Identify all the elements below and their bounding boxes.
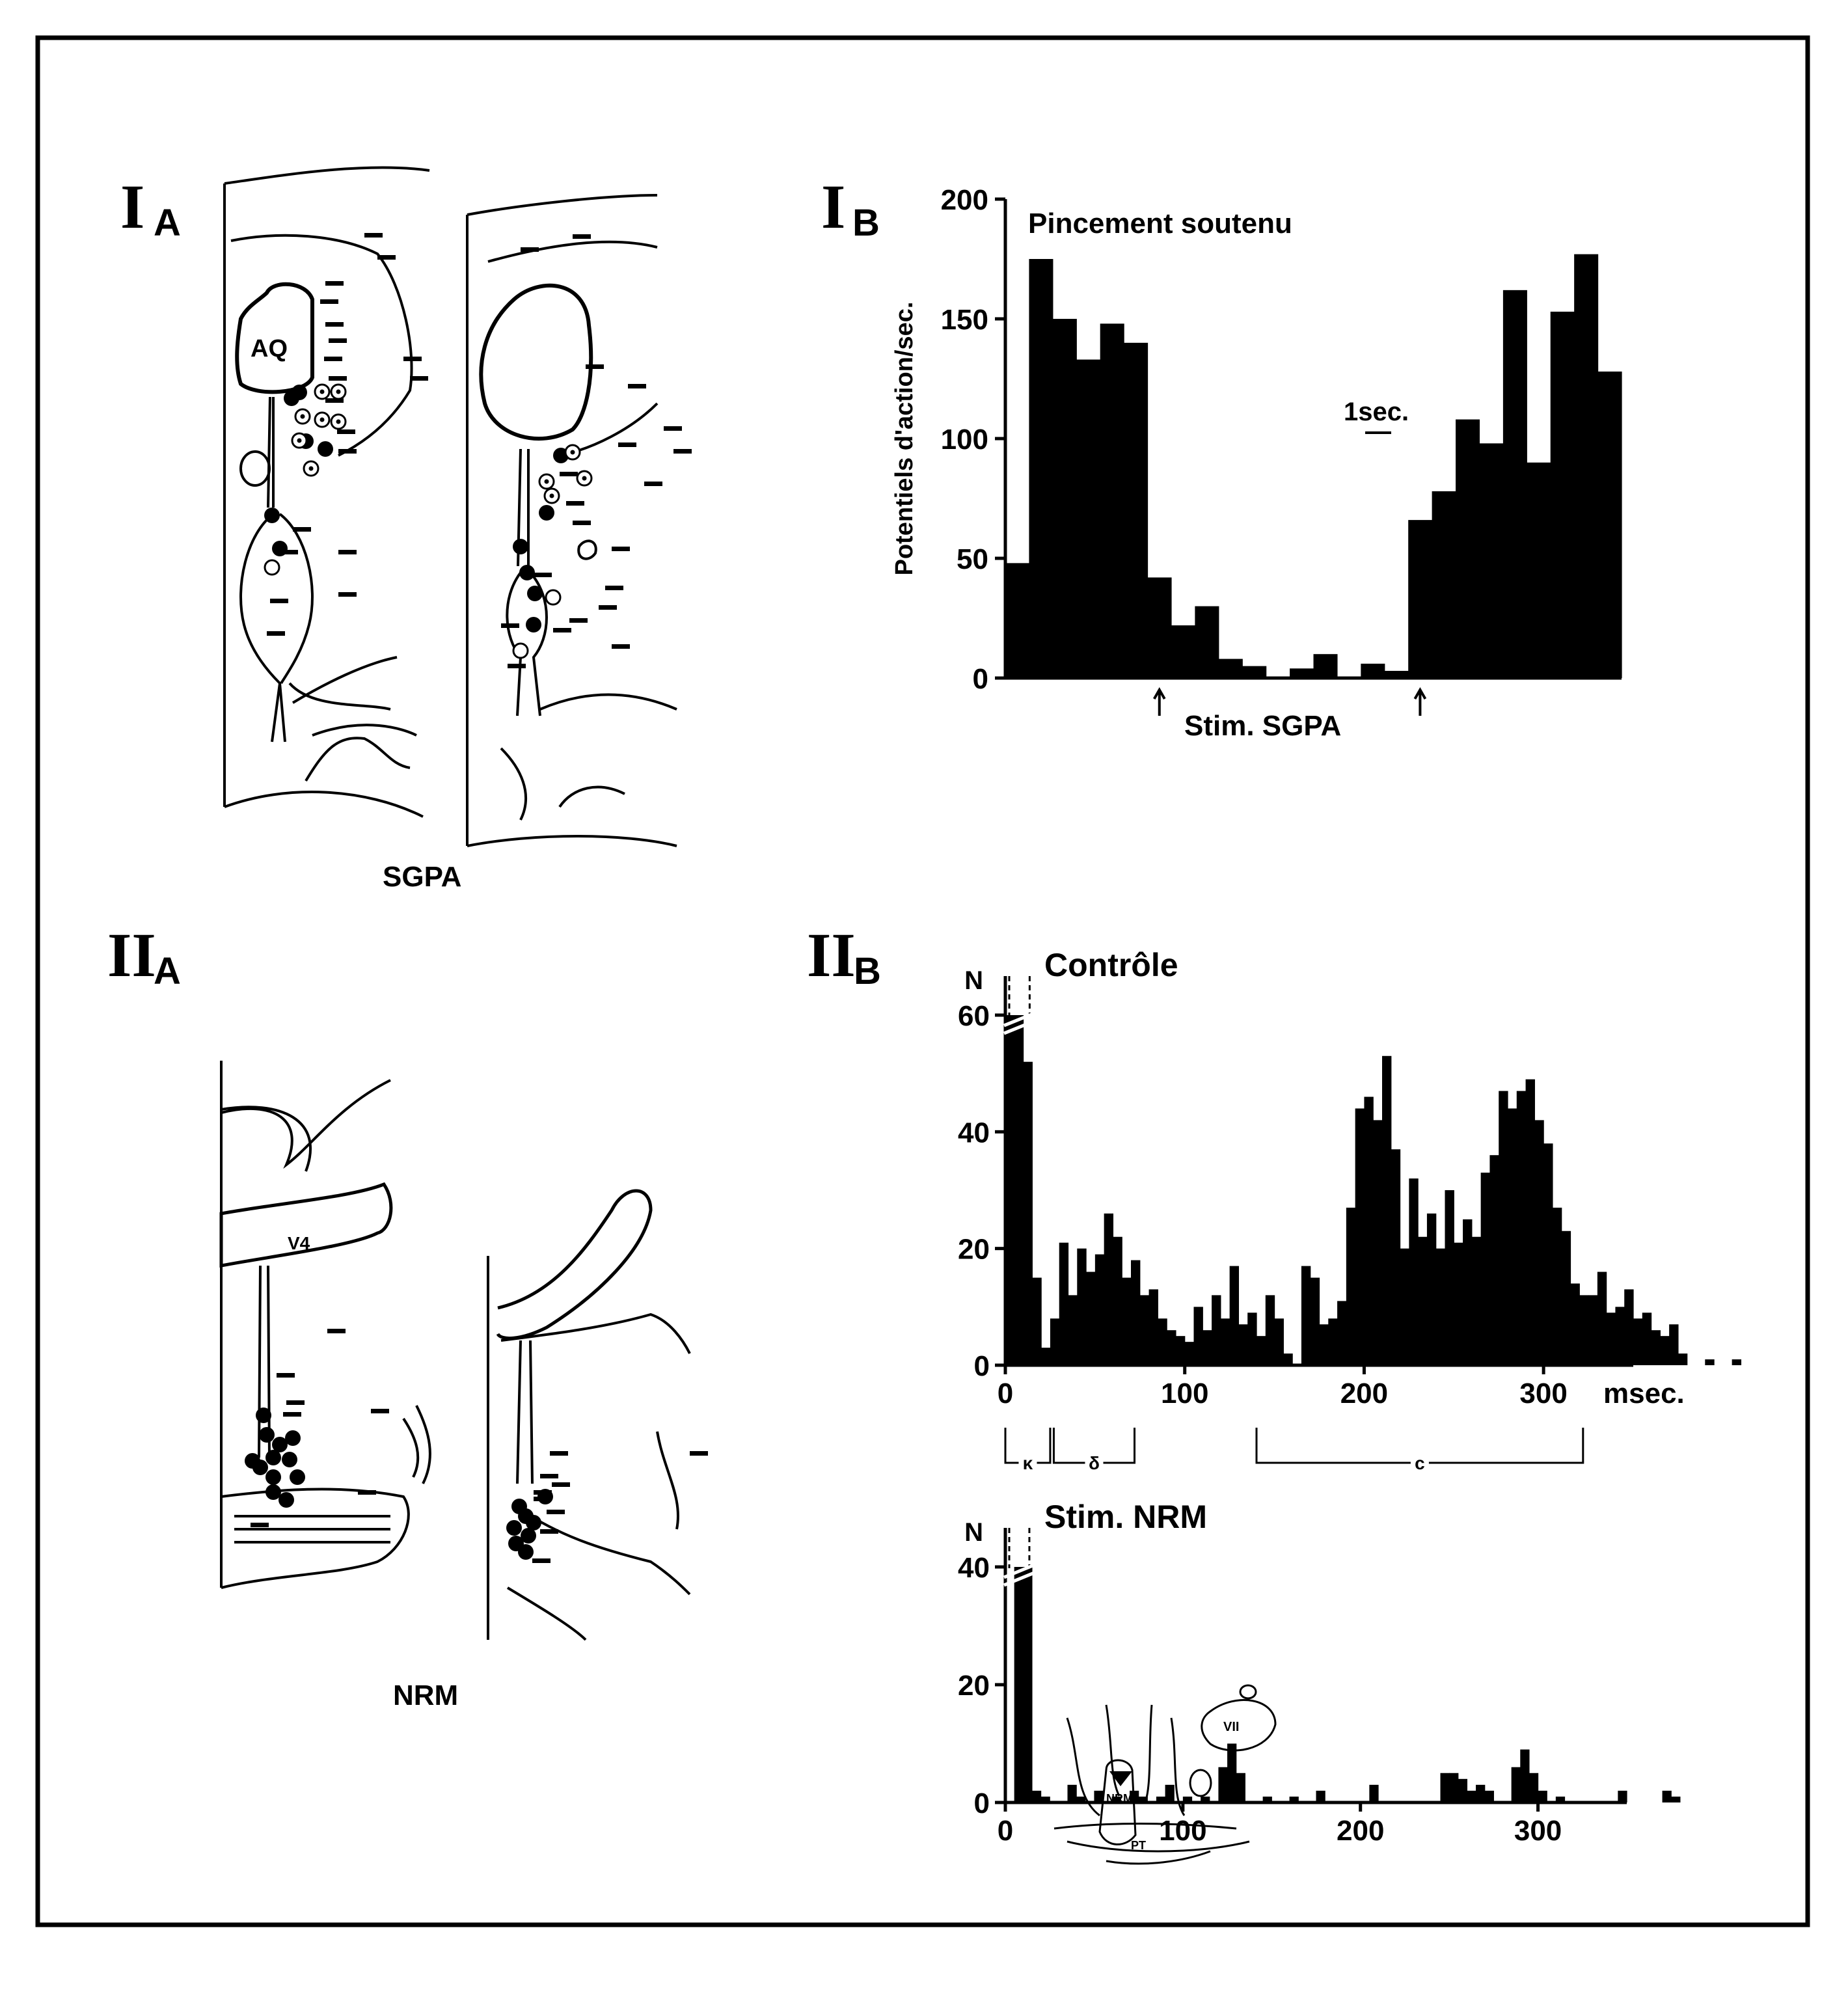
site-dash bbox=[573, 521, 591, 525]
site-dotted-center bbox=[336, 390, 341, 394]
site-dash bbox=[327, 1329, 346, 1333]
site-dash bbox=[532, 1558, 550, 1563]
site-dash bbox=[293, 527, 311, 532]
site-dash bbox=[612, 547, 630, 551]
bar bbox=[1148, 577, 1172, 678]
bar bbox=[1705, 1359, 1714, 1365]
site-dotted-center bbox=[550, 494, 554, 498]
panel-IIA bbox=[107, 920, 708, 1711]
x-tick-label: 100 bbox=[1159, 1815, 1207, 1847]
nrm-caption: NRM bbox=[393, 1679, 459, 1711]
site-dash bbox=[329, 376, 347, 381]
site-dash bbox=[599, 605, 617, 610]
bar bbox=[1642, 1312, 1651, 1365]
x-tick-label: 300 bbox=[1519, 1378, 1568, 1409]
site-dash bbox=[550, 1451, 568, 1456]
bar bbox=[1236, 1773, 1245, 1802]
bar bbox=[1574, 254, 1598, 678]
bar bbox=[1476, 1785, 1485, 1802]
y-tick-label: 50 bbox=[957, 543, 988, 575]
y-tick-label: 60 bbox=[958, 1000, 990, 1032]
bar bbox=[1263, 1797, 1272, 1802]
bar bbox=[1355, 1108, 1365, 1365]
bracket-label: c bbox=[1415, 1453, 1425, 1473]
panel-IIA-roman: II bbox=[107, 920, 156, 990]
bar bbox=[1076, 360, 1100, 678]
section-drawing-nrm-right bbox=[488, 1191, 690, 1640]
bar bbox=[1059, 1243, 1068, 1365]
site-dotted-center bbox=[571, 450, 575, 455]
y-tick-label: 40 bbox=[958, 1117, 990, 1149]
y-tick-label: 150 bbox=[940, 304, 988, 336]
site-dash bbox=[320, 299, 338, 304]
bar bbox=[1077, 1249, 1086, 1365]
bracket-label: κ bbox=[1022, 1453, 1033, 1473]
y-tick-label: 0 bbox=[972, 663, 988, 695]
bar bbox=[1418, 1237, 1427, 1365]
site-dotted-center bbox=[545, 480, 549, 484]
bar bbox=[1485, 1791, 1494, 1802]
site-dash bbox=[338, 550, 357, 554]
site-filled bbox=[265, 1469, 281, 1485]
bar bbox=[1195, 606, 1219, 678]
panel-IB-sub: B bbox=[852, 202, 880, 244]
site-filled bbox=[264, 508, 280, 523]
site-dash bbox=[540, 1474, 558, 1478]
bar bbox=[1615, 1307, 1624, 1365]
chart-title: Contrôle bbox=[1044, 947, 1178, 983]
bar bbox=[1456, 420, 1480, 678]
site-filled bbox=[539, 505, 554, 521]
bar bbox=[1553, 1208, 1562, 1365]
bar bbox=[1598, 372, 1622, 678]
site-dash bbox=[569, 618, 588, 623]
site-dash bbox=[673, 449, 692, 454]
bar bbox=[1427, 1214, 1436, 1365]
site-dotted-center bbox=[320, 390, 325, 394]
bar bbox=[1104, 1214, 1113, 1365]
site-dash bbox=[410, 376, 428, 381]
bar bbox=[1176, 1336, 1185, 1365]
site-filled bbox=[252, 1460, 268, 1475]
site-dash bbox=[277, 1373, 295, 1378]
y-tick-label: 0 bbox=[973, 1788, 990, 1819]
site-filled bbox=[526, 617, 541, 632]
site-filled bbox=[513, 539, 528, 554]
bar bbox=[1391, 1149, 1400, 1365]
bar bbox=[1290, 1797, 1299, 1802]
chart-IB bbox=[891, 184, 1622, 742]
bar bbox=[1633, 1318, 1642, 1365]
site-dash bbox=[618, 442, 636, 447]
site-dash bbox=[547, 1510, 565, 1514]
bar bbox=[1512, 1767, 1521, 1802]
bar bbox=[1588, 1295, 1597, 1365]
bar bbox=[1618, 1791, 1627, 1802]
bar bbox=[1328, 1318, 1337, 1365]
x-tick-label: 0 bbox=[997, 1815, 1014, 1847]
chart-title: Stim. NRM bbox=[1044, 1499, 1207, 1535]
panel-IB bbox=[821, 172, 1622, 742]
site-dash bbox=[337, 429, 355, 434]
site-open bbox=[265, 560, 279, 575]
x-tick-label: 200 bbox=[1337, 1815, 1385, 1847]
ia-recording-sites bbox=[264, 233, 692, 668]
site-dotted-center bbox=[320, 418, 325, 422]
bar bbox=[1382, 1056, 1391, 1365]
bar bbox=[1364, 1097, 1373, 1365]
bar bbox=[1014, 1567, 1024, 1802]
site-filled bbox=[282, 1452, 297, 1467]
inset-arrowhead bbox=[1109, 1771, 1132, 1786]
site-dash bbox=[553, 628, 571, 632]
site-dash bbox=[501, 623, 519, 628]
site-dash bbox=[521, 247, 539, 252]
stim-label: Stim. SGPA bbox=[1184, 710, 1342, 742]
bar bbox=[1100, 323, 1124, 678]
sgpa-caption: SGPA bbox=[383, 861, 462, 893]
site-open bbox=[513, 644, 528, 658]
bar bbox=[1041, 1797, 1050, 1802]
bar bbox=[1385, 671, 1409, 678]
bar bbox=[1624, 1289, 1633, 1365]
bar bbox=[1165, 1785, 1175, 1802]
bar bbox=[1458, 1779, 1467, 1802]
bar bbox=[1221, 1318, 1230, 1365]
y-axis-label: N bbox=[964, 1518, 983, 1547]
x-tick-label: 100 bbox=[1161, 1378, 1209, 1409]
site-filled bbox=[279, 1492, 294, 1508]
bar bbox=[1571, 1283, 1580, 1365]
x-tick-label: 0 bbox=[997, 1378, 1014, 1409]
bar bbox=[1346, 1208, 1355, 1365]
bar bbox=[1242, 666, 1266, 678]
bar bbox=[1124, 343, 1148, 678]
site-filled bbox=[518, 1544, 534, 1560]
y-tick-label: 100 bbox=[940, 424, 988, 456]
site-filled bbox=[290, 1469, 305, 1485]
y-tick-label: 200 bbox=[940, 184, 988, 216]
bar bbox=[1014, 1015, 1024, 1365]
bar bbox=[1556, 1797, 1565, 1802]
aq-label: AQ bbox=[251, 335, 288, 362]
site-filled bbox=[285, 1430, 301, 1446]
site-dash bbox=[552, 1482, 570, 1487]
inset-label-vii: VII bbox=[1223, 1720, 1240, 1734]
bar bbox=[1607, 1312, 1616, 1365]
bar bbox=[1113, 1237, 1122, 1365]
site-dotted-center bbox=[297, 439, 302, 443]
bar bbox=[1050, 1318, 1059, 1365]
bar bbox=[1671, 1797, 1680, 1802]
bar bbox=[1032, 1278, 1041, 1366]
bar bbox=[1732, 1359, 1741, 1365]
site-open bbox=[546, 590, 560, 605]
inset-label-pt: PT bbox=[1131, 1839, 1147, 1852]
y-axis-label: N bbox=[964, 966, 983, 995]
bar bbox=[1149, 1289, 1158, 1365]
site-dash bbox=[283, 1412, 301, 1417]
bar bbox=[1449, 1773, 1458, 1802]
site-dash bbox=[566, 501, 584, 506]
site-filled bbox=[265, 1484, 281, 1500]
site-dash bbox=[605, 586, 623, 590]
figure-frame bbox=[38, 38, 1808, 1925]
site-dash bbox=[371, 1409, 389, 1413]
bar bbox=[1499, 1091, 1508, 1365]
bar bbox=[1167, 1330, 1176, 1365]
site-filled bbox=[292, 385, 307, 400]
bar bbox=[1538, 1791, 1547, 1802]
bar bbox=[1095, 1255, 1104, 1365]
section-drawing-left bbox=[224, 167, 429, 817]
bar bbox=[1579, 1295, 1588, 1365]
bar bbox=[1489, 1155, 1499, 1365]
bar bbox=[1086, 1272, 1095, 1365]
panel-IIB-roman: II bbox=[807, 920, 856, 990]
panel-IA-sub: A bbox=[154, 202, 181, 244]
bar bbox=[1409, 1178, 1418, 1365]
bar bbox=[1463, 1219, 1472, 1365]
bar bbox=[1005, 563, 1029, 678]
site-dash bbox=[338, 592, 357, 597]
x-axis-unit: msec. bbox=[1603, 1378, 1685, 1409]
panel-IIB bbox=[807, 920, 1741, 1864]
bar bbox=[1517, 1091, 1526, 1365]
site-dash bbox=[324, 357, 342, 361]
bracket-label: δ bbox=[1088, 1453, 1100, 1473]
site-dash bbox=[644, 482, 662, 486]
scale-bar-label: 1sec. bbox=[1344, 398, 1409, 426]
bar bbox=[1283, 1353, 1292, 1365]
bar bbox=[1053, 319, 1077, 678]
bar bbox=[1454, 1243, 1463, 1365]
site-filled bbox=[527, 586, 543, 601]
site-dash bbox=[329, 338, 347, 343]
bar bbox=[1651, 1330, 1661, 1365]
bar bbox=[1520, 1750, 1529, 1802]
site-dotted-center bbox=[309, 467, 314, 471]
y-axis-label: Potentiels d'action/sec. bbox=[891, 301, 918, 576]
bar bbox=[1543, 1143, 1553, 1365]
bar bbox=[1247, 1312, 1257, 1365]
bar bbox=[1481, 1173, 1490, 1365]
bar bbox=[1275, 1318, 1284, 1365]
site-dash bbox=[286, 1400, 305, 1405]
panel-IA-roman: I bbox=[120, 172, 145, 241]
site-dash bbox=[270, 599, 288, 603]
site-dash bbox=[690, 1451, 708, 1456]
bar bbox=[1526, 1080, 1535, 1365]
site-dash bbox=[534, 573, 552, 577]
bar bbox=[1508, 1108, 1517, 1365]
bar bbox=[1203, 1330, 1212, 1365]
site-filled bbox=[265, 1450, 281, 1465]
bar bbox=[1140, 1295, 1149, 1365]
x-tick-label: 200 bbox=[1340, 1378, 1389, 1409]
bar bbox=[1361, 664, 1385, 678]
bar bbox=[1212, 1295, 1221, 1365]
bar bbox=[1266, 1295, 1275, 1365]
site-dotted-center bbox=[336, 420, 341, 424]
bar bbox=[1024, 1062, 1033, 1365]
bar bbox=[1479, 443, 1503, 678]
bar bbox=[1660, 1336, 1669, 1365]
site-dash bbox=[508, 664, 526, 668]
site-dotted-center bbox=[582, 476, 587, 481]
bar bbox=[1669, 1324, 1678, 1365]
truncation-dashes bbox=[1009, 1528, 1029, 1568]
bar bbox=[1562, 1231, 1571, 1365]
bar bbox=[1316, 1791, 1325, 1802]
site-filled bbox=[259, 1427, 275, 1443]
bar bbox=[1158, 1318, 1167, 1365]
x-tick-label: 300 bbox=[1514, 1815, 1562, 1847]
site-dash bbox=[251, 1523, 269, 1527]
bar bbox=[1445, 1190, 1454, 1365]
bar bbox=[1337, 1301, 1346, 1365]
bar bbox=[1529, 1773, 1538, 1802]
bar bbox=[1301, 1266, 1311, 1365]
site-filled bbox=[318, 441, 333, 457]
site-filled bbox=[537, 1489, 553, 1504]
site-filled bbox=[506, 1520, 522, 1536]
site-filled bbox=[272, 541, 288, 556]
truncation-dashes bbox=[1009, 976, 1029, 1016]
bar bbox=[1218, 1767, 1227, 1802]
bar bbox=[1023, 1567, 1032, 1802]
bar bbox=[1597, 1272, 1607, 1365]
chart-IIB-controle bbox=[958, 947, 1741, 1473]
inset-label-nrm: NRM bbox=[1106, 1792, 1133, 1805]
site-dash bbox=[560, 472, 578, 476]
bar bbox=[1185, 1342, 1194, 1365]
bar bbox=[1068, 1785, 1077, 1802]
panel-IIB-sub: B bbox=[854, 950, 881, 992]
panel-IIA-sub: A bbox=[154, 950, 181, 992]
bar bbox=[1171, 625, 1195, 678]
bar bbox=[1230, 1266, 1239, 1365]
site-dash bbox=[573, 234, 591, 239]
y-tick-label: 20 bbox=[958, 1670, 990, 1702]
bar bbox=[1227, 1744, 1236, 1803]
panel-IA bbox=[120, 167, 692, 893]
bar bbox=[1551, 312, 1575, 678]
y-tick-label: 0 bbox=[973, 1350, 990, 1382]
site-dash bbox=[325, 322, 344, 327]
site-dash bbox=[586, 364, 604, 369]
bar bbox=[1201, 1797, 1210, 1802]
bar bbox=[1076, 1797, 1085, 1802]
site-dash bbox=[403, 357, 422, 361]
bar bbox=[1663, 1791, 1672, 1802]
panel-IB-roman: I bbox=[821, 172, 846, 241]
site-filled bbox=[256, 1407, 271, 1423]
site-dotted-center bbox=[301, 415, 305, 419]
site-dash bbox=[664, 426, 682, 431]
bar bbox=[1534, 1120, 1543, 1365]
site-dash bbox=[628, 384, 646, 388]
bar bbox=[1527, 463, 1551, 678]
site-dash bbox=[377, 255, 396, 260]
site-dash bbox=[338, 449, 357, 454]
site-dash bbox=[364, 233, 383, 238]
stim-arrow bbox=[1415, 690, 1425, 716]
bar bbox=[1156, 1797, 1165, 1802]
bar bbox=[1183, 1797, 1192, 1802]
bar bbox=[1369, 1785, 1378, 1802]
bar bbox=[1194, 1307, 1203, 1365]
bar bbox=[1032, 1791, 1041, 1802]
site-dash bbox=[358, 1490, 376, 1495]
site-filled bbox=[519, 565, 535, 580]
site-dash bbox=[325, 281, 344, 286]
bar bbox=[1290, 668, 1314, 678]
bar bbox=[1257, 1336, 1266, 1365]
bar bbox=[1029, 259, 1053, 678]
bar bbox=[1068, 1295, 1078, 1365]
bar bbox=[1432, 491, 1456, 678]
bar bbox=[1472, 1237, 1481, 1365]
v4-label: V4 bbox=[288, 1233, 310, 1253]
bar bbox=[1503, 290, 1527, 678]
bar bbox=[1441, 1773, 1450, 1802]
y-tick-label: 20 bbox=[958, 1233, 990, 1266]
bar bbox=[1005, 1015, 1014, 1365]
bar bbox=[1373, 1120, 1382, 1365]
bar bbox=[1320, 1324, 1329, 1365]
chart-IIB-stim bbox=[958, 1499, 1680, 1847]
site-dash bbox=[612, 644, 630, 649]
stim-arrow bbox=[1154, 690, 1165, 716]
bar bbox=[1467, 1791, 1476, 1802]
section-drawing-right bbox=[467, 195, 677, 846]
site-dash bbox=[267, 631, 285, 636]
bar bbox=[1122, 1278, 1131, 1366]
bar bbox=[1311, 1278, 1320, 1366]
bar bbox=[1436, 1249, 1445, 1365]
bar bbox=[1131, 1260, 1140, 1365]
bar bbox=[1041, 1348, 1050, 1365]
bar bbox=[1400, 1249, 1409, 1365]
bar bbox=[1314, 654, 1338, 678]
site-dash bbox=[540, 1529, 558, 1534]
bar bbox=[1408, 520, 1432, 678]
bar bbox=[1678, 1353, 1687, 1365]
bar bbox=[1219, 659, 1243, 678]
bar bbox=[1238, 1324, 1247, 1365]
section-drawing-nrm-left bbox=[221, 1061, 430, 1588]
chart-title: Pincement soutenu bbox=[1028, 208, 1292, 239]
y-tick-label: 40 bbox=[958, 1552, 990, 1584]
